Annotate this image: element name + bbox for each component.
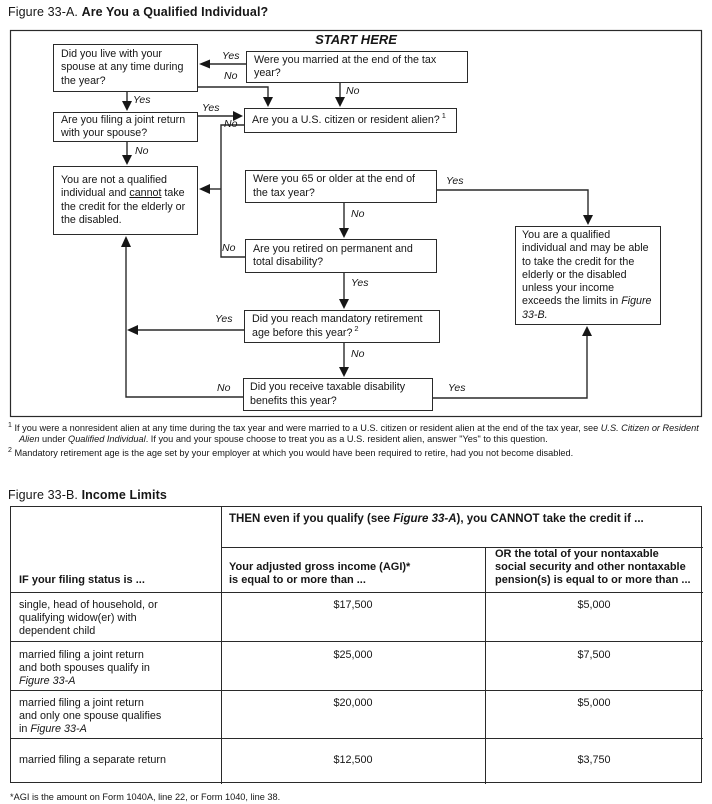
label-retired-yes: Yes	[351, 277, 369, 289]
box-live-with-spouse	[53, 44, 198, 92]
box-qualified	[515, 226, 661, 325]
table-hline-header	[11, 592, 703, 593]
figure-a-label: Figure 33-A.	[8, 5, 78, 19]
box-mandatory-age-text: Did you reach mandatory retirement age before this year? $^2$	[252, 313, 423, 339]
row3-agi-value: $20,000	[333, 697, 373, 709]
row1-agi-value: $17,500	[333, 599, 373, 611]
citizen-footnote-ref: 1	[441, 111, 446, 121]
label-65-no: No	[351, 208, 365, 220]
footnote-2: $^2$ Mandatory retirement age is the age set by your employer at which you would have been required to retire, had you not become disabled.	[8, 446, 574, 458]
table-hline-row3	[11, 738, 703, 739]
label-65-yes: Yes	[446, 175, 464, 187]
label-joint-no: No	[135, 145, 149, 157]
box-retired-disability-text: Are you retired on permanent and total disability?	[253, 242, 413, 268]
row4-agi-value: $12,500	[333, 754, 373, 766]
header-filing-status: IF your filing status is ...	[19, 574, 145, 586]
figure-a-title-text: Are You a Qualified Individual?	[81, 5, 269, 19]
label-mandatory-no: No	[351, 348, 365, 360]
row2-pension-value: $7,500	[577, 649, 611, 661]
label-citizen-no: No	[224, 118, 238, 130]
row-status-joint-both: married filing a joint return and both spouses qualify in Figure 33-A	[19, 649, 150, 687]
box-citizen-text: Are you a U.S. citizen or resident alien? $^1$	[252, 111, 446, 126]
table-vline-2	[485, 547, 486, 784]
start-here-label: START HERE	[315, 32, 397, 47]
label-benefits-no: No	[217, 382, 231, 394]
label-joint-yes: Yes	[202, 102, 220, 114]
label-married-yes: Yes	[222, 50, 240, 62]
row-status-separate: married filing a separate return	[19, 754, 167, 766]
table-footnote-agi: *AGI is the amount on Form 1040A, line 22, or Form 1040, line 38.	[10, 792, 281, 802]
row2-agi-value: $25,000	[333, 649, 373, 661]
box-65-or-older	[245, 170, 437, 203]
header-agi: Your adjusted gross income (AGI)* is equal to or more than ...	[229, 561, 411, 586]
label-retired-no: No	[222, 242, 236, 254]
box-married-text: Were you married at the end of the tax year?	[254, 53, 437, 79]
box-not-qualified-text: You are not a qualified individual and cannot take the credit for the elderly or the disabled.	[61, 174, 186, 226]
row4-pension-value: $3,750	[577, 754, 611, 766]
header-then: THEN even if you qualify (see Figure 33-A), you CANNOT take the credit if ...	[229, 513, 644, 525]
label-live-no: No	[224, 70, 238, 82]
figure-b-title-text: Income Limits	[81, 488, 167, 502]
table-hline-row2	[11, 690, 703, 691]
mandatory-footnote-ref: 2	[354, 323, 359, 333]
label-married-no: No	[346, 85, 360, 97]
row3-pension-value: $5,000	[577, 697, 611, 709]
box-joint-return	[53, 112, 198, 142]
box-married	[246, 51, 468, 83]
label-live-yes: Yes	[133, 94, 151, 106]
box-citizen	[244, 108, 457, 133]
box-taxable-benefits-text: Did you receive taxable disability benefits this year?	[250, 381, 406, 407]
box-live-with-spouse-text: Did you live with your spouse at any time during the year?	[61, 48, 184, 87]
label-mandatory-yes: Yes	[215, 313, 233, 325]
box-65-or-older-text: Were you 65 or older at the end of the tax year?	[253, 173, 415, 199]
box-mandatory-age	[244, 310, 440, 343]
box-joint-return-text: Are you filing a joint return with your spouse?	[61, 113, 186, 139]
figure-b-label: Figure 33-B.	[8, 488, 78, 502]
table-vline-1	[221, 507, 222, 784]
box-retired-disability	[245, 239, 437, 273]
row-status-single: single, head of household, or qualifying widow(er) with dependent child	[19, 599, 158, 637]
table-hline-row1	[11, 641, 703, 642]
footnote-1: $^1$ If you were a nonresident alien at any time during the tax year and were married to a U.S. citizen or resident alien at the end of the tax year, see U.S. Citizen or Resident Alien under Qualified Individual. If you and your spouse choose to treat you as a U.S. resident alien, answer "Yes" to this question.	[8, 421, 699, 445]
box-taxable-benefits	[243, 378, 433, 411]
box-not-qualified	[53, 166, 198, 235]
row-status-joint-one: married filing a joint return and only one spouse qualifies in Figure 33-A	[19, 697, 162, 735]
header-pension: OR the total of your nontaxable social security and other nontaxable pension(s) is equal to or more than ...	[495, 548, 691, 586]
income-limits-table	[10, 506, 702, 783]
row1-pension-value: $5,000	[577, 599, 611, 611]
figure-b-title	[8, 488, 167, 502]
box-qualified-text: You are a qualified individual and may be able to take the credit for the elderly or the disabled unless your income exceeds the limits in Figure 33-B.	[522, 229, 652, 321]
label-benefits-yes: Yes	[448, 382, 466, 394]
